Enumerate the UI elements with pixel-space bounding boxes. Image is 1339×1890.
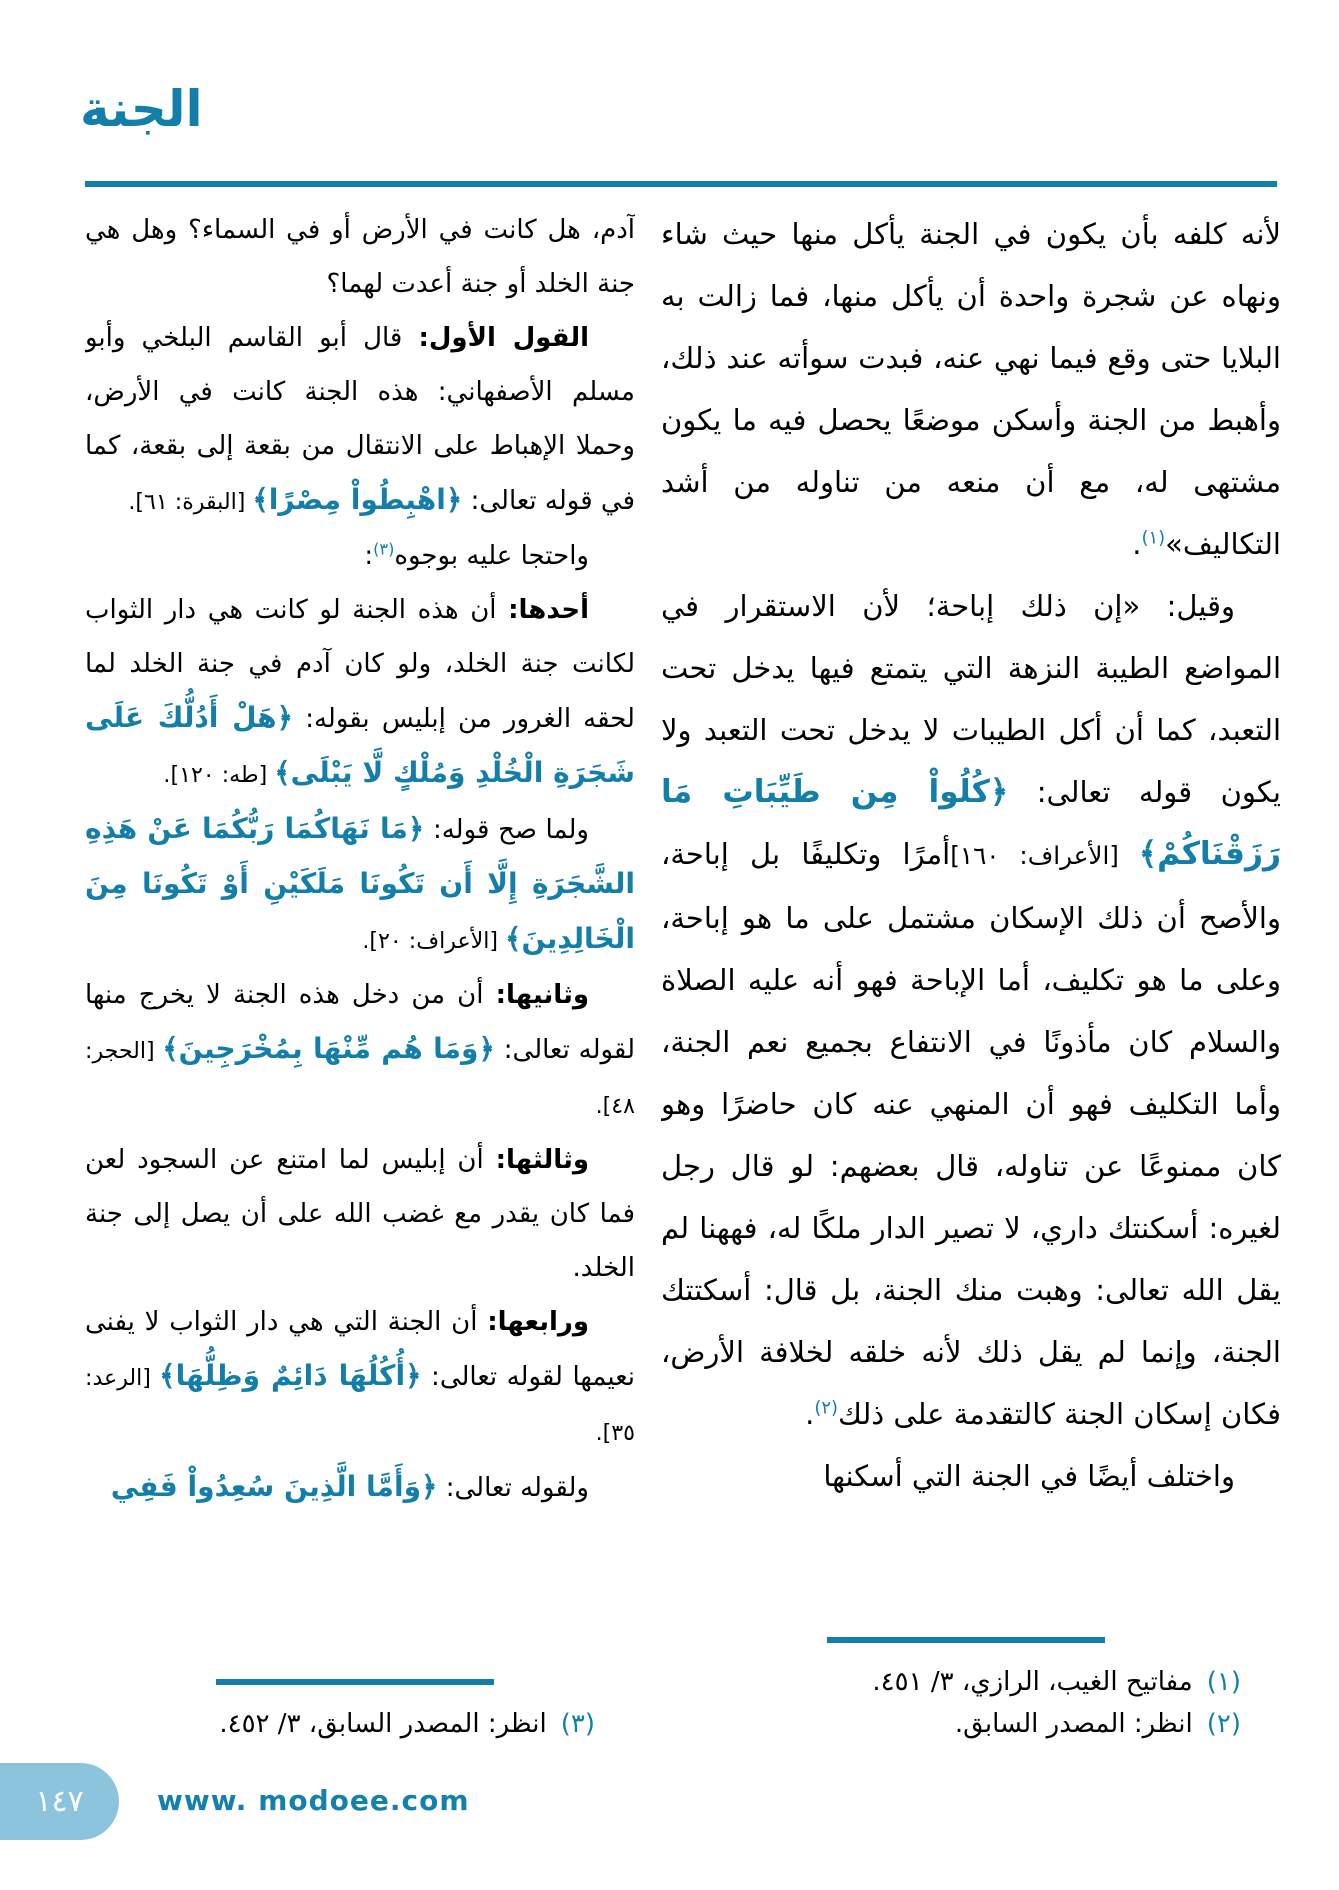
bold-lead: ورابعها: [487, 1307, 589, 1337]
footnote-item [691, 1661, 1241, 1703]
content-columns [85, 203, 1281, 1755]
paragraph [85, 968, 635, 1133]
bold-lead: وثالثها: [495, 1145, 589, 1175]
footnote-number: (١) [1206, 1667, 1241, 1697]
paragraph [661, 203, 1281, 575]
footnote-marker: (٢) [814, 1397, 838, 1419]
paragraph [85, 1133, 635, 1295]
bold-lead: أحدها: [508, 595, 589, 625]
footnote-number: (٣) [560, 1709, 595, 1739]
column-left [85, 203, 635, 1755]
body-text: ولقوله تعالى: [437, 1473, 589, 1503]
body-text: : [364, 541, 374, 571]
body-text: آدم، هل كانت في الأرض أو في السماء؟ وهل هي جنة الخلد أو جنة أعدت لهما؟ [85, 215, 635, 299]
body-text: واحتجا عليه بوجوه [394, 541, 589, 571]
paragraph [85, 311, 635, 529]
footnote-text: مفاتيح الغيب، الرازي، ٣/ ٤٥١. [872, 1667, 1193, 1697]
column-right [661, 203, 1281, 1755]
body-text: . [805, 1397, 815, 1431]
page-number: ١٤٧ [35, 1784, 84, 1819]
quran-verse: ﴿وَأَمَّا الَّذِينَ سُعِدُواْ فَفِي [110, 1470, 438, 1503]
footnote-item [115, 1703, 595, 1745]
verse-reference: [البقرة: ٦١]. [128, 489, 253, 515]
verse-reference: [الأعراف: ٢٠]. [362, 928, 506, 954]
body-text: قال أبو القاسم البلخي وأبو مسلم الأصفهاني: هذه الجنة كانت في الأرض، وحملا الإهباط على الانتقال من بقعة إلى بقعة، كما في قوله تعالى: [85, 323, 635, 516]
paragraph [85, 802, 635, 968]
footnote-item [691, 1703, 1241, 1745]
body-text: أن إبليس لما امتنع عن السجود لعن فما كان يقدر مع غضب الله على أن يصل إلى جنة الخلد. [85, 1145, 635, 1283]
body-text: ولما صح قوله: [424, 815, 589, 845]
quran-verse: ﴿هَلْ أَدُلُّكَ عَلَى شَجَرَةِ الْخُلْدِ وَمُلْكٍ لَّا يَبْلَى﴾ [85, 701, 635, 789]
paragraph [85, 529, 635, 583]
footnote-separator [827, 1637, 1105, 1643]
website-text: www. modoee.com [157, 1784, 470, 1817]
body-text: أن الجنة التي هي دار الثواب لا يفنى نعيمها لقوله تعالى: [85, 1307, 635, 1392]
paragraph [661, 575, 1281, 1445]
chapter-title: الجنة [80, 80, 203, 138]
page-number-tab [0, 1763, 119, 1840]
body-text: . [1132, 527, 1142, 561]
bold-lead: القول الأول: [418, 323, 589, 353]
verse-reference: [طه: ١٢٠]. [163, 762, 275, 788]
body-text: واختلف أيضًا في الجنة التي أسكنها [823, 1459, 1235, 1493]
footnotes-right [661, 1637, 1281, 1755]
quran-verse: ﴿كُلُواْ مِن طَيِّبَاتِ مَا رَزَقْنَاكُمْ﴾ [661, 774, 1281, 872]
quran-verse: ﴿وَمَا هُم مِّنْهَا بِمُخْرَجِينَ﴾ [162, 1032, 495, 1065]
footnote-separator [216, 1679, 494, 1685]
body-text: لأنه كلفه بأن يكون في الجنة يأكل منها حيث شاء ونهاه عن شجرة واحدة أن يأكل منها، فما زالت به البلايا حتى وقع فيما نهي عنه، فبدت سوأته عند ذلك، وأهبط من الجنة وأسكن موضعًا يحصل فيه ما يكون مشتهى له، مع أن منعه من تناوله من أشد التكاليف» [661, 217, 1281, 561]
footnote-text: انظر: المصدر السابق. [954, 1709, 1193, 1739]
footnote-marker: (٣) [373, 539, 395, 559]
quran-verse: ﴿أُكُلُهَا دَائِمٌ وَظِلُّهَا﴾ [159, 1359, 422, 1392]
quran-verse: ﴿مَا نَهَاكُمَا رَبُّكُمَا عَنْ هَذِهِ الشَّجَرَةِ إِلَّا أَن تَكُونَا مَلَكَيْنِ أَوْ تَكُونَا مِنَ الْخَالِدِينَ﴾ [85, 812, 635, 955]
verse-reference: [الأعراف: ١٦٠] [950, 841, 1139, 870]
footnote-text: انظر: المصدر السابق، ٣/ ٤٥٢. [219, 1709, 547, 1739]
body-text: أمرًا وتكليفًا بل إباحة، والأصح أن ذلك الإسكان مشتمل على ما هو إباحة، وعلى ما هو تكليف، أما الإباحة فهو أنه عليه الصلاة والسلام كان مأذونًا في الانتفاع بجميع نعم الجنة، وأما التكليف فهو أن المنهي عنه كان حاضرًا وهو كان ممنوعًا عن تناوله، قال بعضهم: لو قال رجل لغيره: أسكنتك داري، لا تصير الدار ملكًا له، فههنا لم يقل الله تعالى: وهبت منك الجنة، بل قال: أسكتتك الجنة، وإنما لم يقل ذلك لأنه خلقه لخلافة الأرض، فكان إسكان الجنة كالتقدمة على ذلك [661, 837, 1281, 1431]
quran-verse: ﴿اهْبِطُواْ مِصْرًا﴾ [252, 483, 463, 516]
verse-reference: [الحجر: ٤٨]. [85, 1038, 635, 1119]
paragraph [85, 583, 635, 802]
paragraph [661, 1445, 1281, 1507]
paragraph [85, 1295, 635, 1460]
paragraph [85, 1460, 635, 1515]
bold-lead: وثانيها: [495, 980, 589, 1010]
body-text: أن من دخل هذه الجنة لا يخرج منها لقوله تعالى: [85, 980, 635, 1065]
paragraph [85, 203, 635, 311]
body-text: أن هذه الجنة لو كانت هي دار الثواب لكانت جنة الخلد، ولو كان آدم في جنة الخلد لما لحقه الغرور من إبليس بقوله: [85, 595, 635, 734]
footnote-number: (٢) [1206, 1709, 1241, 1739]
footnotes-left [85, 1679, 635, 1755]
footnote-marker: (١) [1141, 527, 1166, 549]
header-rule [85, 181, 1277, 187]
verse-reference: [الرعد: ٣٥]. [85, 1365, 635, 1446]
body-text: وقيل: «إن ذلك إباحة؛ لأن الاستقرار في المواضع الطيبة النزهة التي يتمتع فيها يدخل تحت التعبد، كما أن أكل الطيبات لا يدخل تحت التعبد ولا يكون قوله تعالى: [661, 589, 1281, 809]
